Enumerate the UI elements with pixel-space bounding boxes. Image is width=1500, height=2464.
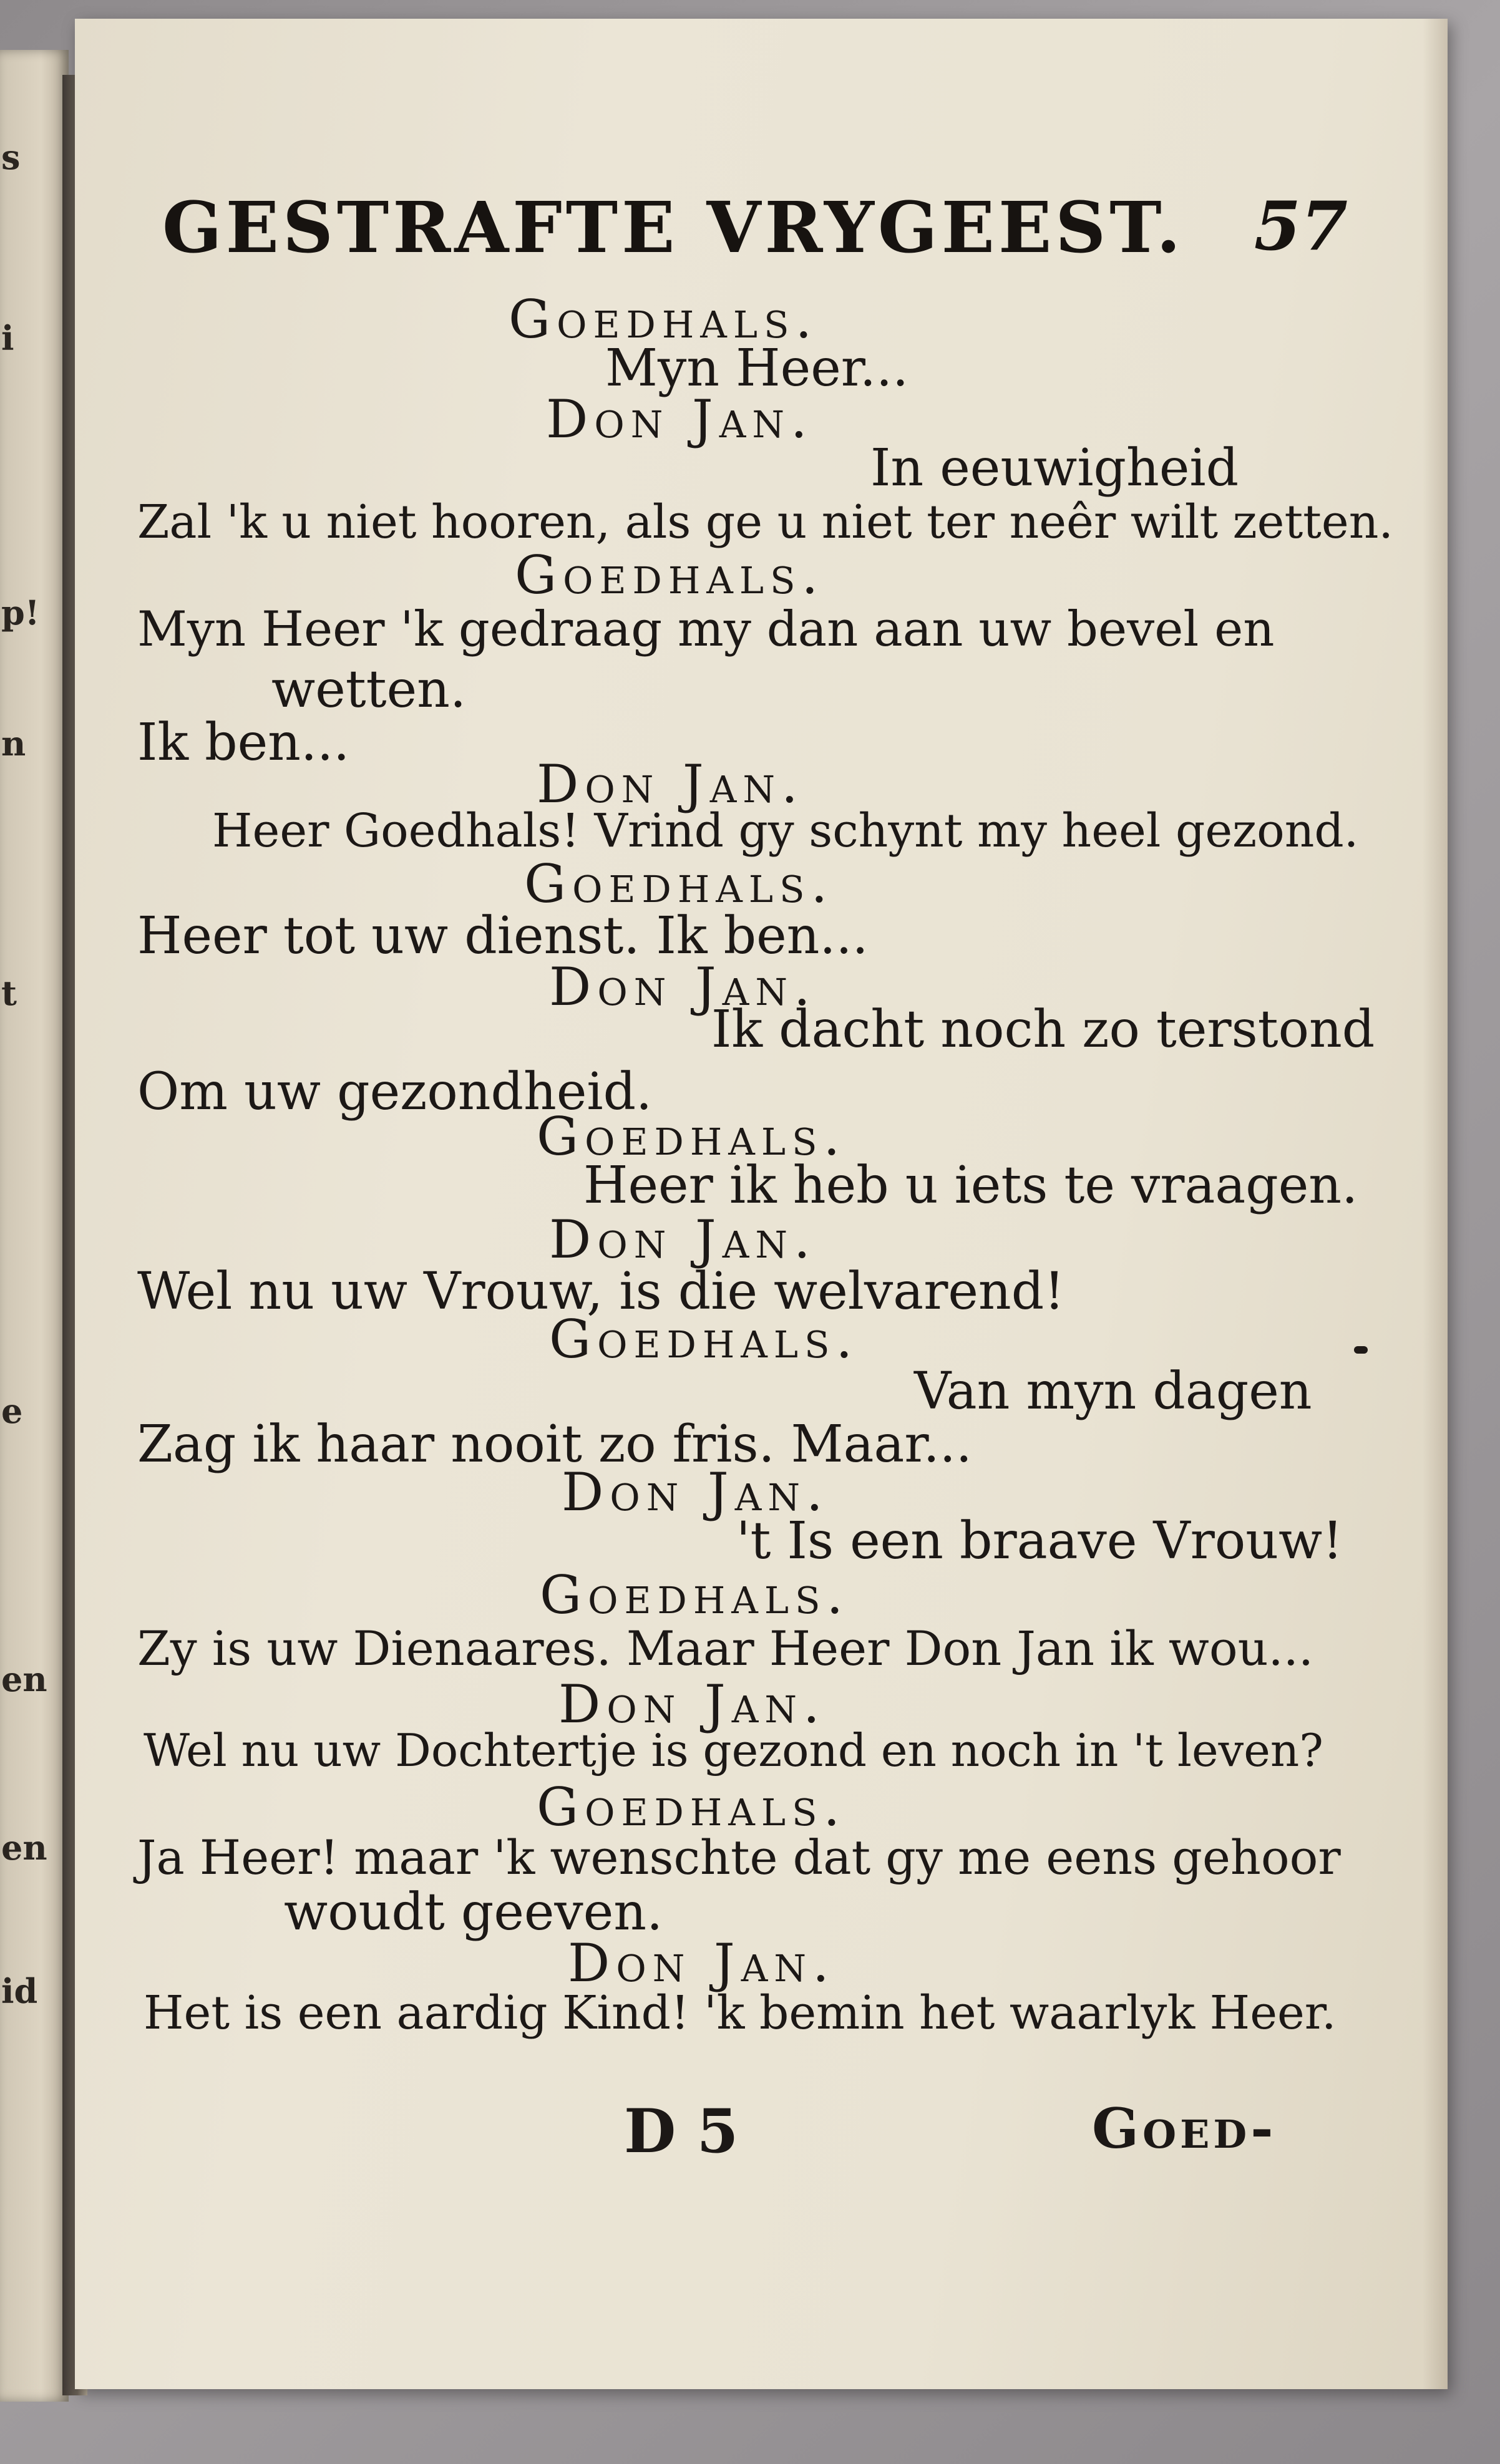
speaker-name: Don Jan. [549, 956, 817, 1017]
speaker-name: Goedhals. [549, 1309, 859, 1370]
running-title: GESTRAFTE VRYGEEST. [162, 187, 1185, 269]
verse-line: Van myn dagen [914, 1362, 1312, 1421]
verse-line: Zy is uw Dienaares. Maar Heer Don Jan ik wou... [137, 1621, 1314, 1676]
page-text [75, 19, 1448, 2389]
catchword: Goed- [1092, 2096, 1277, 2161]
speaker-name: Goedhals. [515, 545, 825, 606]
speaker-name: Don Jan. [562, 1462, 829, 1523]
speaker-name: Don Jan. [546, 389, 814, 450]
verse-line: Myn Heer 'k gedraag my dan aan uw bevel en [137, 601, 1275, 657]
verse-line: Ik ben... [137, 713, 350, 772]
book-page [75, 19, 1448, 2389]
signature-mark: D 5 [624, 2096, 739, 2166]
verse-line: Zag ik haar nooit zo fris. Maar... [137, 1415, 972, 1474]
verse-line: Zal 'k u niet hooren, als ge u niet ter neêr wilt zetten. [137, 495, 1393, 549]
verse-line: Wel nu uw Dochtertje is gezond en noch in 't leven? [144, 1724, 1323, 1777]
verse-line: Heer Goedhals! Vrind gy schynt my heel gezond. [212, 804, 1359, 858]
verse-line: Heer ik heb u iets te vraagen. [583, 1156, 1358, 1215]
verse-line: wetten. [271, 660, 467, 719]
verse-line: In eeuwigheid [870, 439, 1239, 498]
left-page-fragment: i [1, 318, 14, 358]
speaker-name: Goedhals. [537, 1777, 847, 1838]
verse-line: Het is een aardig Kind! 'k bemin het waarlyk Heer. [144, 1986, 1337, 2040]
left-page-fragment: en [1, 1659, 47, 1699]
speaker-name: Goedhals. [509, 289, 819, 350]
left-page-fragment: en [1, 1828, 47, 1868]
speaker-name: Don Jan. [537, 754, 804, 815]
verse-line: Myn Heer... [605, 339, 909, 398]
left-page-edge [0, 50, 69, 2402]
left-page-fragment: n [1, 724, 26, 764]
left-page-fragment: s [1, 137, 21, 177]
left-page-fragment: t [1, 973, 17, 1013]
left-page-fragment: id [1, 1971, 38, 2011]
speaker-name: Don Jan. [568, 1933, 835, 1994]
speaker-name: Goedhals. [540, 1564, 850, 1626]
left-page-fragment: p! [1, 593, 40, 633]
speaker-name: Don Jan. [558, 1674, 826, 1735]
page-number: 57 [1254, 187, 1348, 266]
verse-line: Ik dacht noch zo terstond [711, 1000, 1375, 1059]
left-page-fragment: e [1, 1391, 23, 1431]
verse-line: woudt geeven. [284, 1883, 663, 1942]
speaker-name: Goedhals. [537, 1106, 847, 1167]
page-header [162, 187, 1348, 299]
verse-line: Ja Heer! maar 'k wenschte dat gy me eens gehoor [137, 1830, 1341, 1885]
speaker-name: Don Jan. [549, 1209, 817, 1270]
ink-speck [1354, 1346, 1368, 1354]
verse-line: Wel nu uw Vrouw, is die welvarend! [137, 1262, 1065, 1321]
verse-line: Om uw gezondheid. [137, 1062, 653, 1122]
speaker-name: Goedhals. [524, 853, 834, 914]
verse-line: 't Is een braave Vrouw! [736, 1511, 1343, 1571]
verse-line: Heer tot uw dienst. Ik ben... [137, 906, 869, 966]
